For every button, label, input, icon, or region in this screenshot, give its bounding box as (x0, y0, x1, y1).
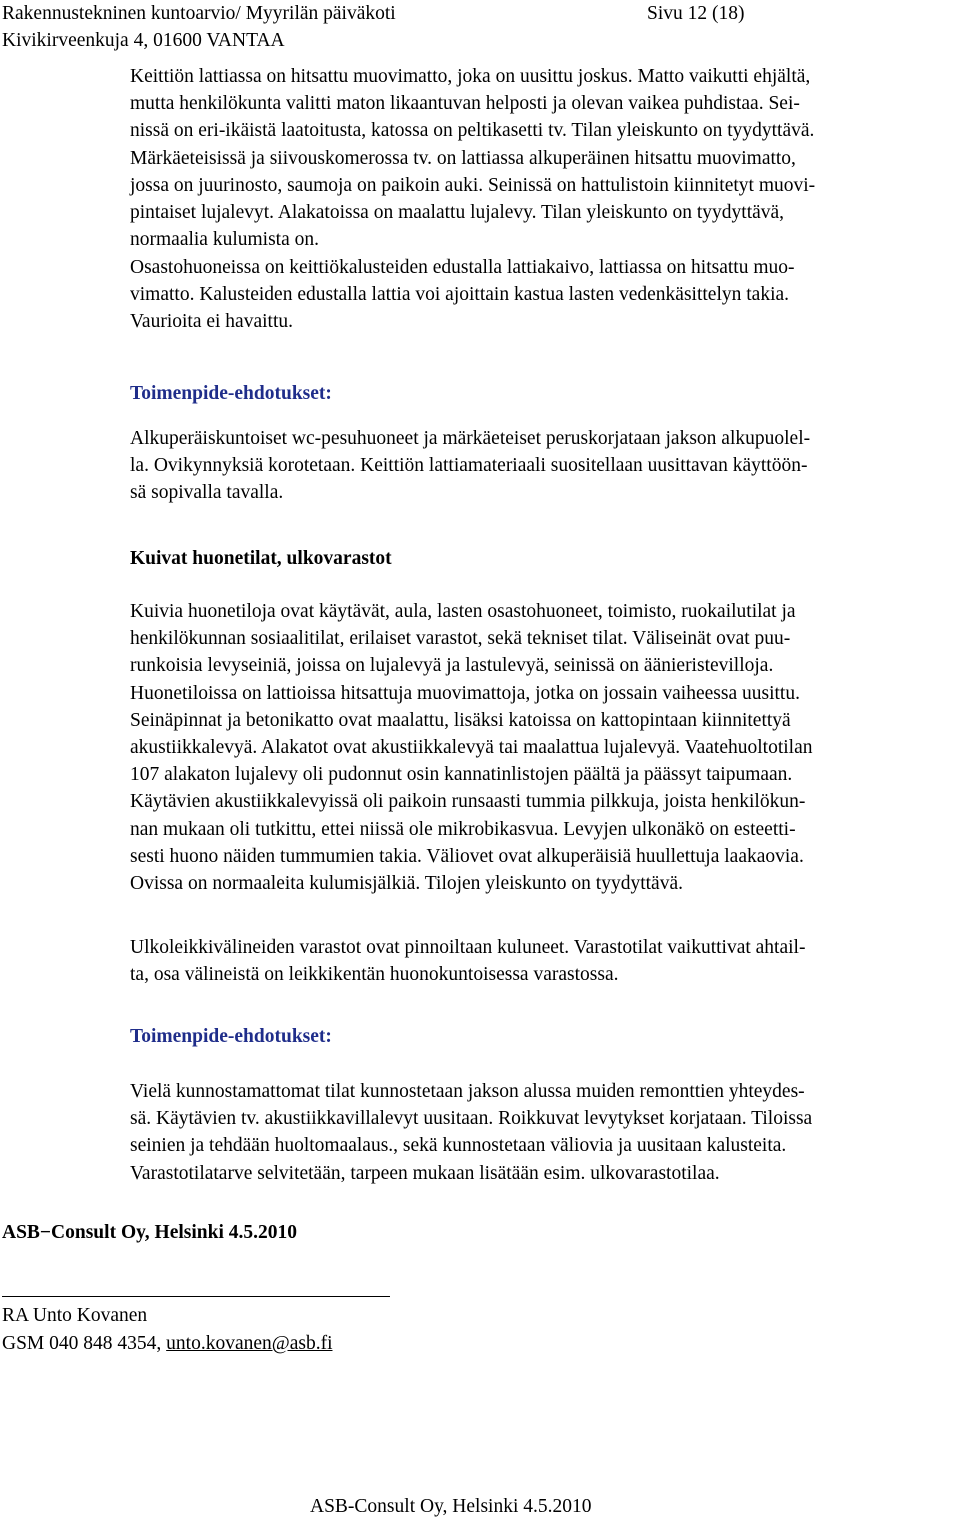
text-line: jossa on juurinosto, saumoja on paikoin auki. Seinissä on hattulistoin kiinnitetyt muovi- (130, 174, 816, 196)
text-line: sä. Käytävien tv. akustiikkavillalevyt uusitaan. Roikkuvat levytykset korjataan. Tiloissa (130, 1108, 813, 1130)
text-line: henkilökunnan sosiaalitilat, erilaiset varastot, sekä tekniset tilat. Väliseinät ovat puu- (130, 628, 791, 650)
actions-paragraph (130, 1078, 956, 1187)
text-line: ta, osa välineistä on leikkikentän huonokuntoisessa varastossa. (130, 964, 619, 986)
text-line: runkoisia levyseiniä, joissa on lujalevyä ja lastulevyä, seinissä on äänieristevilloja. (130, 655, 774, 677)
text-line: vimatto. Kalusteiden edustalla lattia voi ajoittain kastua lasten vedenkäsittelyn takia. (130, 284, 790, 306)
text-line: mutta henkilökunta valitti maton likaantuvan helposti ja olevan vaikea puhdistaa. Sei- (130, 93, 800, 115)
phone-number: GSM 040 848 4354, (2, 1333, 167, 1354)
text-line: sesti huono näiden tummumien takia. Väliovet ovat alkuperäisiä huullettuja laakaovia. (130, 845, 804, 867)
text-line: nan mukaan oli tutkittu, ettei niissä ole mikrobikasvua. Levyjen ulkonäkö on esteetti- (130, 818, 796, 840)
text-line: 107 alakaton lujalevy oli pudonnut osin kannatinlistojen päältä ja päässyt taipumaan. (130, 764, 793, 786)
actions-heading: Toimenpide-ehdotukset: (130, 1026, 332, 1047)
text-line: Ovissa on normaaleita kulumisjälkiä. Tilojen yleiskunto on tyydyttävä. (130, 873, 683, 895)
text-line: Osastohuoneissa on keittiökalusteiden edustalla lattiakaivo, lattiassa on hitsattu muo- (130, 257, 795, 278)
document-header (2, 0, 396, 54)
text-line: Varastotilatarve selvitetään, tarpeen mukaan lisätään esim. ulkovarastotilaa. (130, 1162, 720, 1184)
email-link[interactable]: unto.kovanen@asb.fi (166, 1333, 333, 1354)
text-line: Keittiön lattiassa on hitsattu muovimatto, joka on uusittu joskus. Matto vaikutti ehjältä, (130, 66, 811, 87)
header-title: Rakennustekninen kuntoarvio/ Myyrilän päiväkoti (2, 3, 396, 24)
text-line: seinien ja tehdään huoltomaalaus., sekä kunnostetaan väliovia ja uusitaan kalusteita. (130, 1135, 787, 1157)
signature-line (2, 1296, 390, 1297)
signature-company-date: ASB−Consult Oy, Helsinki 4.5.2010 (2, 1222, 298, 1243)
actions-paragraph (130, 425, 956, 507)
paragraph-department-rooms (130, 254, 956, 336)
text-line: sä sopivalla tavalla. (130, 482, 284, 504)
text-line: normaalia kulumista on. (130, 229, 320, 251)
text-line: Alkuperäiskuntoiset wc-pesuhuoneet ja märkäeteiset peruskorjataan jakson alkupuolel- (130, 428, 811, 449)
actions-heading: Toimenpide-ehdotukset: (130, 383, 332, 404)
text-line: Vielä kunnostamattomat tilat kunnostetaan jakson alussa muiden remonttien yhteydes- (130, 1081, 805, 1102)
section-heading: Kuivat huonetilat, ulkovarastot (130, 548, 392, 569)
paragraph-dry-rooms (130, 598, 956, 897)
header-address: Kivikirveenkuja 4, 01600 VANTAA (2, 30, 285, 51)
paragraph-kitchen (130, 63, 956, 253)
text-line: pintaiset lujalevyt. Alakatoissa on maalattu lujalevy. Tilan yleiskunto on tyydyttävä, (130, 202, 785, 224)
text-line: Kuivia huonetiloja ovat käytävät, aula, lasten osastohuoneet, toimisto, ruokailutilat ja (130, 601, 796, 622)
text-line: Märkäeteisissä ja siivouskomerossa tv. on lattiassa alkuperäinen hitsattu muovimatto, (130, 147, 796, 169)
text-line: Käytävien akustiikkalevyissä oli paikoin runsaasti tummia pilkkuja, joista henkilökun- (130, 791, 806, 813)
signature-name: RA Unto Kovanen (2, 1305, 148, 1326)
text-line: Ulkoleikkivälineiden varastot ovat pinnoiltaan kuluneet. Varastotilat vaikuttivat ahtail- (130, 937, 806, 958)
page-footer: ASB-Consult Oy, Helsinki 4.5.2010 (310, 1496, 592, 1517)
page-number: Sivu 12 (18) (647, 3, 745, 24)
paragraph-outdoor-storage (130, 934, 956, 988)
text-line: Huonetiloissa on lattioissa hitsattuja muovimattoja, jotka on jossain vaiheessa uusittu. (130, 682, 800, 704)
text-line: nissä on eri-ikäistä laatoitusta, katossa on peltikasetti tv. Tilan yleiskunto on tyydyttävä. (130, 120, 815, 142)
text-line: Seinäpinnat ja betonikatto ovat maalattu, lisäksi katoissa on kattopintaan kiinnitettyä (130, 709, 791, 731)
text-line: akustiikkalevyä. Alakatot ovat akustiikkalevyä tai maalattua lujalevyä. Vaatehuoltotilan (130, 737, 813, 759)
text-line: la. Ovikynnyksiä korotetaan. Keittiön lattiamateriaali suositellaan uusittavan käyttöön- (130, 455, 808, 477)
text-line: Vaurioita ei havaittu. (130, 311, 293, 333)
signature-contact (2, 1330, 333, 1357)
